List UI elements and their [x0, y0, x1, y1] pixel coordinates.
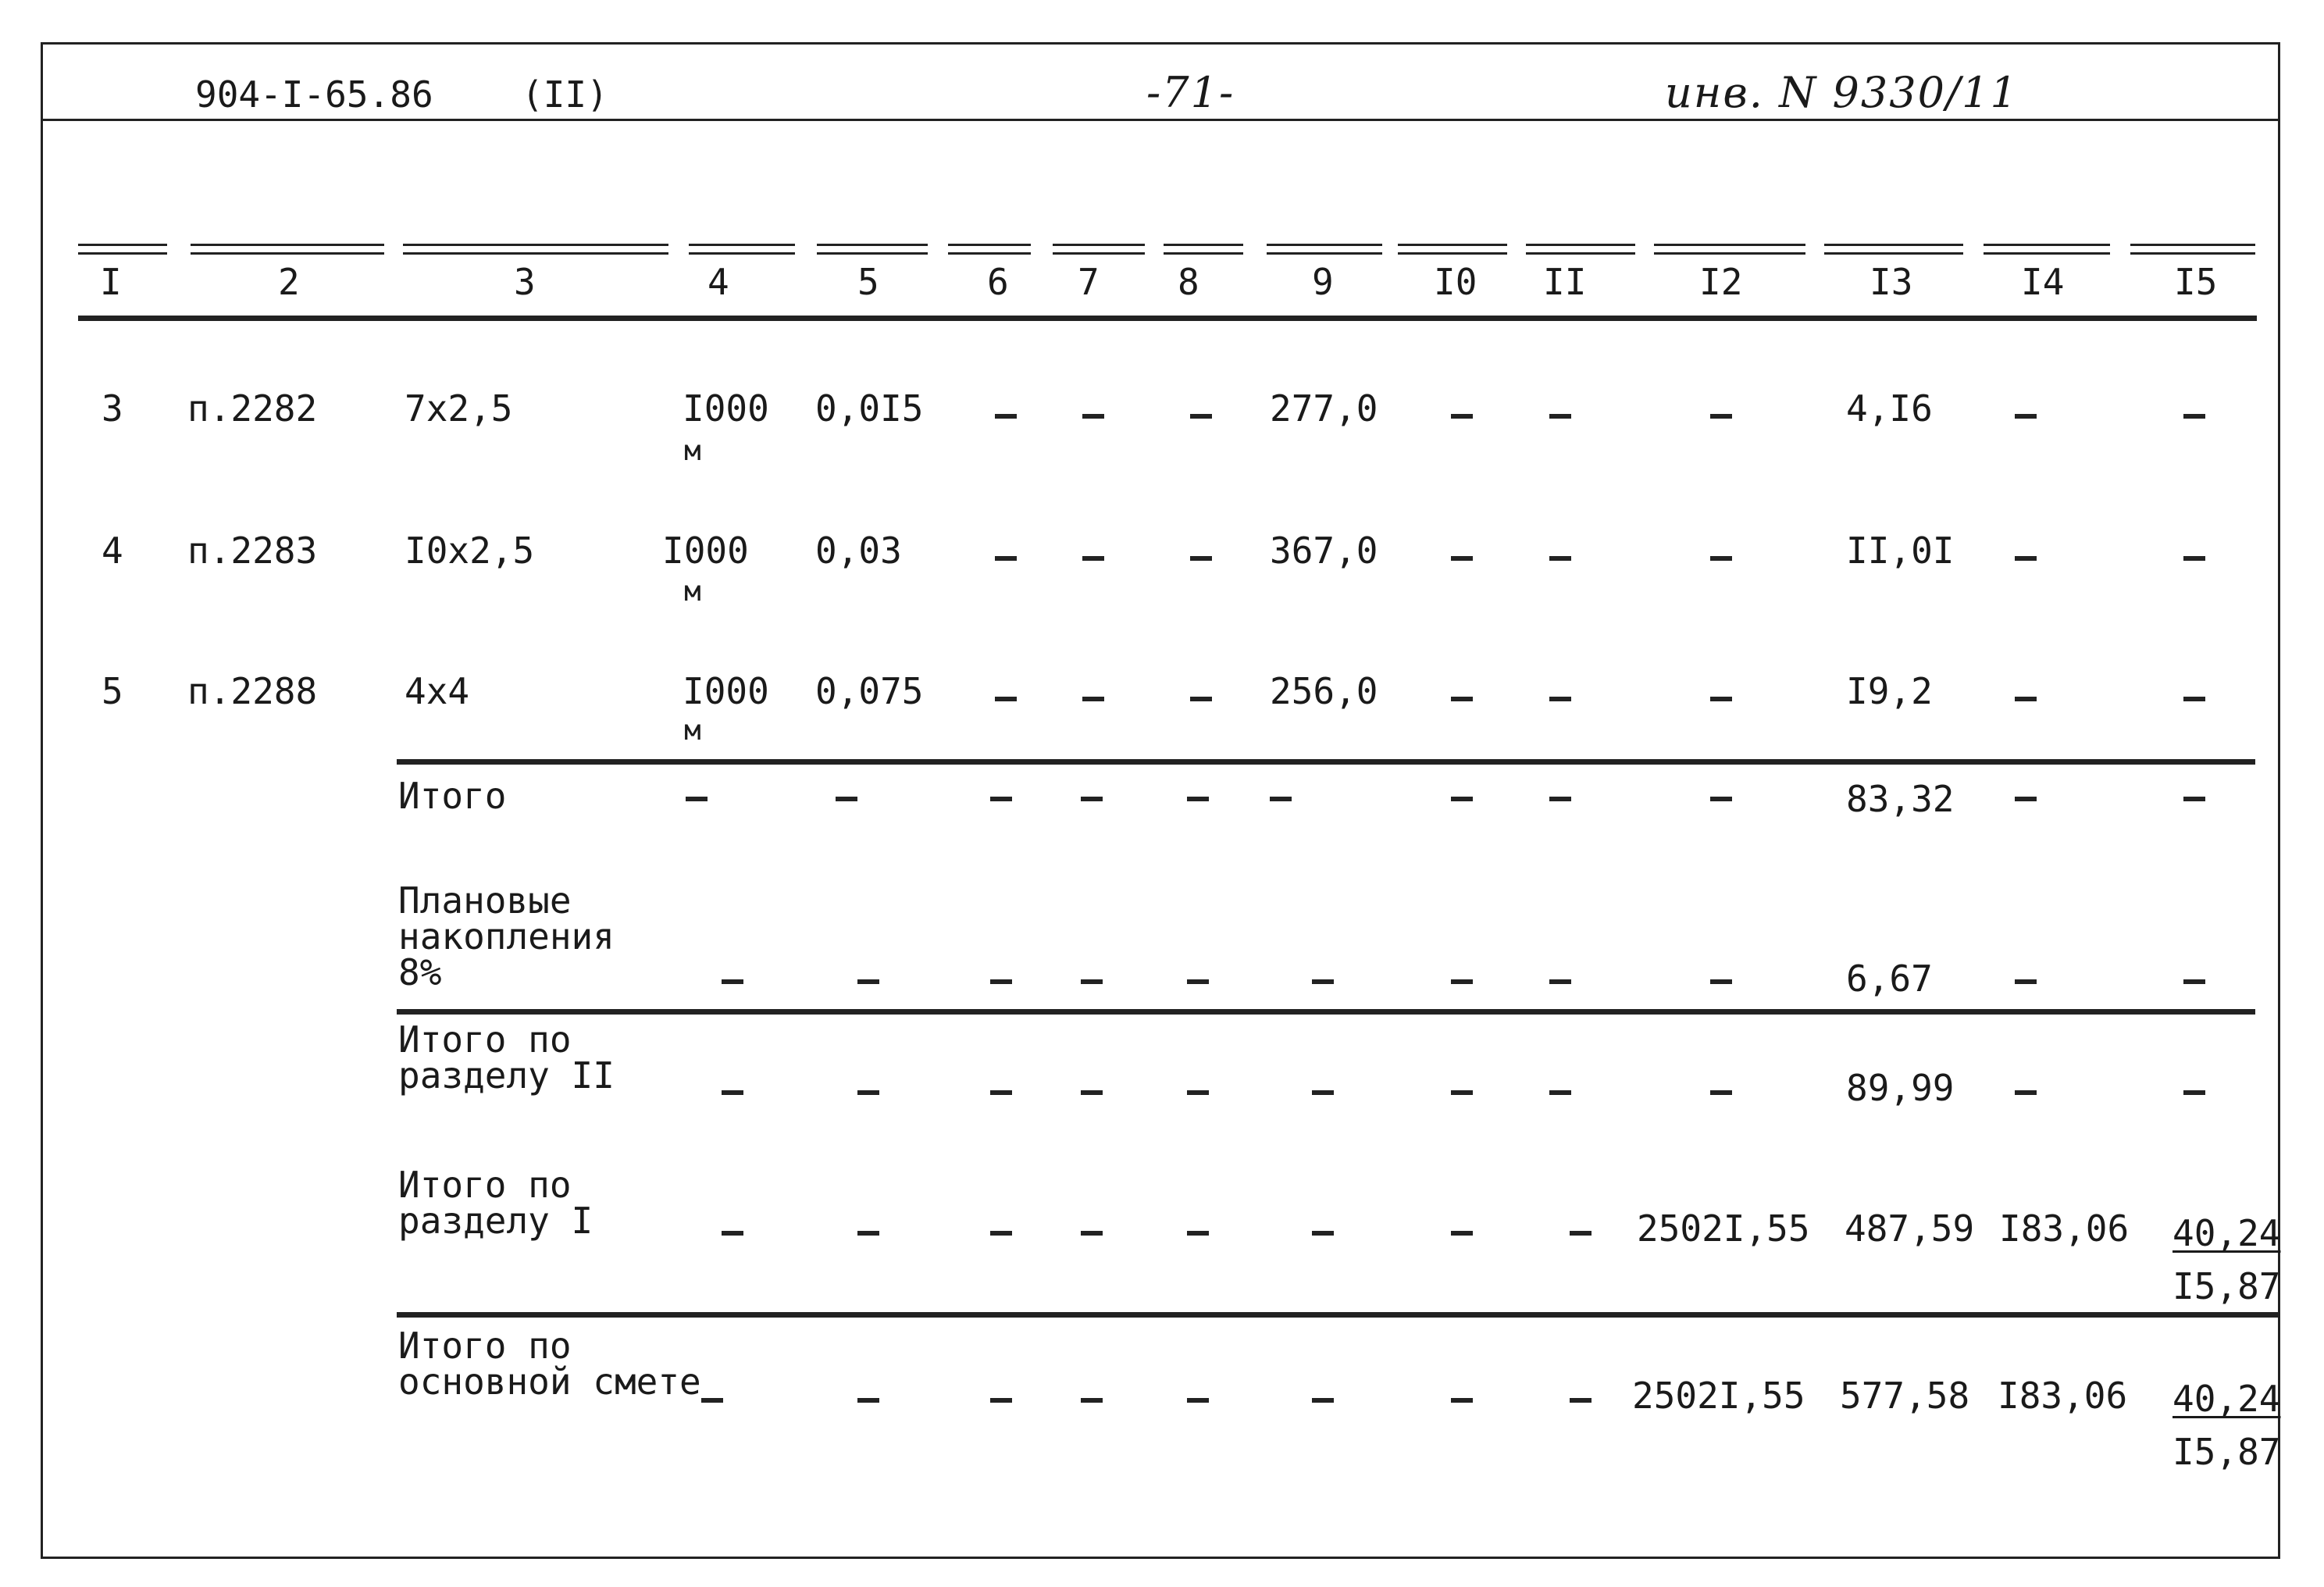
header-double-rule — [403, 244, 668, 255]
row-unit: I000 — [683, 670, 769, 712]
empty-cell-dash — [857, 1090, 879, 1095]
row-number: 5 — [102, 670, 123, 712]
row-qty: 0,0I5 — [815, 387, 924, 430]
row-code: п.2288 — [187, 670, 318, 712]
row-number: 4 — [102, 530, 123, 572]
empty-cell-dash — [1710, 797, 1732, 801]
empty-cell-dash — [1312, 979, 1334, 984]
col-header-8: 8 — [1178, 261, 1199, 303]
empty-cell-dash — [1451, 1090, 1473, 1095]
col-header-3: 3 — [514, 261, 536, 303]
empty-cell-dash — [1190, 414, 1212, 419]
col-header-12: I2 — [1699, 261, 1743, 303]
page-number: -71- — [1146, 68, 1235, 117]
empty-cell-dash — [1451, 1398, 1473, 1403]
empty-cell-dash — [2015, 414, 2037, 419]
empty-cell-dash — [836, 797, 857, 801]
main-total-col15-bottom: I5,87 — [2173, 1431, 2281, 1473]
empty-cell-dash — [722, 979, 743, 984]
header-double-rule — [1984, 244, 2110, 255]
empty-cell-dash — [857, 979, 879, 984]
header-double-rule — [689, 244, 795, 255]
empty-cell-dash — [1190, 697, 1212, 701]
header-double-rule — [1398, 244, 1507, 255]
col-header-13: I3 — [1870, 261, 1913, 303]
header-double-rule — [1164, 244, 1243, 255]
row-col9: 256,0 — [1270, 670, 1378, 712]
empty-cell-dash — [1710, 556, 1732, 561]
empty-cell-dash — [1187, 1231, 1209, 1236]
empty-cell-dash — [1549, 979, 1571, 984]
empty-cell-dash — [995, 556, 1017, 561]
col-header-14: I4 — [2021, 261, 2065, 303]
empty-cell-dash — [1082, 556, 1104, 561]
empty-cell-dash — [2183, 556, 2205, 561]
empty-cell-dash — [1082, 697, 1104, 701]
subtotal-label: Итого — [398, 775, 507, 817]
header-bottom-rule — [78, 316, 2257, 321]
row-unit: I000 — [662, 530, 749, 572]
main-total-col14: I83,06 — [1998, 1375, 2128, 1417]
empty-cell-dash — [2015, 979, 2037, 984]
header-double-rule — [2130, 244, 2255, 255]
header-double-rule — [78, 244, 167, 255]
col-header-2: 2 — [278, 261, 300, 303]
empty-cell-dash — [1549, 556, 1571, 561]
col-header-7: 7 — [1078, 261, 1100, 303]
empty-cell-dash — [1451, 697, 1473, 701]
empty-cell-dash — [722, 1090, 743, 1095]
empty-cell-dash — [2015, 556, 2037, 561]
row-col9: 367,0 — [1270, 530, 1378, 572]
empty-cell-dash — [1187, 1090, 1209, 1095]
empty-cell-dash — [1312, 1231, 1334, 1236]
empty-cell-dash — [990, 797, 1012, 801]
empty-cell-dash — [1451, 979, 1473, 984]
header-double-rule — [948, 244, 1031, 255]
empty-cell-dash — [1187, 979, 1209, 984]
inventory-number: инв. N 9330/11 — [1665, 68, 2019, 117]
col-header-1: I — [100, 261, 122, 303]
empty-cell-dash — [995, 697, 1017, 701]
empty-cell-dash — [2015, 697, 2037, 701]
section1-col14: I83,06 — [1999, 1207, 2130, 1250]
section2-col13: 89,99 — [1846, 1067, 1955, 1109]
header-divider — [41, 119, 2280, 121]
row-col13: I9,2 — [1846, 670, 1933, 712]
empty-cell-dash — [1710, 1090, 1732, 1095]
section1-col15-top: 40,24 — [2173, 1212, 2281, 1254]
section-label: (II) — [522, 73, 608, 116]
header-double-rule — [1267, 244, 1382, 255]
main-total-col15-top: 40,24 — [2173, 1378, 2281, 1420]
row-col13: II,0I — [1846, 530, 1955, 572]
empty-cell-dash — [990, 1090, 1012, 1095]
main-total-col13: 577,58 — [1840, 1375, 1970, 1417]
section1-col13: 487,59 — [1845, 1207, 1975, 1250]
empty-cell-dash — [995, 414, 1017, 419]
empty-cell-dash — [2183, 697, 2205, 701]
empty-cell-dash — [1081, 1231, 1103, 1236]
row-name: 7х2,5 — [405, 387, 513, 430]
row-name: 4х4 — [405, 670, 470, 712]
col-header-11: II — [1543, 261, 1587, 303]
empty-cell-dash — [2015, 797, 2037, 801]
subtotal-rule — [397, 759, 2255, 765]
empty-cell-dash — [990, 1231, 1012, 1236]
empty-cell-dash — [686, 797, 708, 801]
subtotal-col13: 83,32 — [1846, 778, 1955, 820]
col-header-4: 4 — [708, 261, 729, 303]
row-unit-suffix: м — [684, 715, 701, 747]
section2-rule — [397, 1009, 2255, 1015]
section1-col15-bottom: I5,87 — [2173, 1265, 2281, 1307]
col-header-15: I5 — [2174, 261, 2218, 303]
empty-cell-dash — [857, 1398, 879, 1403]
empty-cell-dash — [990, 1398, 1012, 1403]
row-unit-suffix: м — [684, 435, 701, 467]
empty-cell-dash — [1710, 414, 1732, 419]
col-header-10: I0 — [1434, 261, 1477, 303]
empty-cell-dash — [1549, 797, 1571, 801]
row-unit-suffix: м — [684, 576, 701, 608]
empty-cell-dash — [1451, 1231, 1473, 1236]
row-name: I0х2,5 — [405, 530, 535, 572]
empty-cell-dash — [2015, 1090, 2037, 1095]
row-col9: 277,0 — [1270, 387, 1378, 430]
section2-label: Итого по разделу II — [398, 1018, 615, 1097]
empty-cell-dash — [2183, 979, 2205, 984]
empty-cell-dash — [722, 1231, 743, 1236]
row-qty: 0,03 — [815, 530, 902, 572]
empty-cell-dash — [990, 979, 1012, 984]
empty-cell-dash — [1081, 979, 1103, 984]
empty-cell-dash — [1187, 797, 1209, 801]
main-total-rule — [397, 1312, 2279, 1318]
empty-cell-dash — [1187, 1398, 1209, 1403]
header-double-rule — [1654, 244, 1805, 255]
header-double-rule — [191, 244, 384, 255]
header-double-rule — [817, 244, 928, 255]
empty-cell-dash — [1451, 556, 1473, 561]
col-header-6: 6 — [987, 261, 1009, 303]
empty-cell-dash — [1312, 1090, 1334, 1095]
empty-cell-dash — [701, 1398, 723, 1403]
empty-cell-dash — [1081, 1090, 1103, 1095]
row-code: п.2282 — [187, 387, 318, 430]
row-number: 3 — [102, 387, 123, 430]
empty-cell-dash — [857, 1231, 879, 1236]
header-double-rule — [1053, 244, 1145, 255]
empty-cell-dash — [1710, 697, 1732, 701]
empty-cell-dash — [1081, 797, 1103, 801]
header-double-rule — [1526, 244, 1635, 255]
row-col13: 4,I6 — [1846, 387, 1933, 430]
main-total-label: Итого по основной смете — [398, 1325, 701, 1403]
empty-cell-dash — [1312, 1398, 1334, 1403]
empty-cell-dash — [2183, 797, 2205, 801]
planned-col13: 6,67 — [1846, 958, 1933, 1000]
empty-cell-dash — [1190, 556, 1212, 561]
empty-cell-dash — [1451, 414, 1473, 419]
section1-label: Итого по разделу I — [398, 1164, 593, 1242]
header-double-rule — [1824, 244, 1963, 255]
empty-cell-dash — [2183, 414, 2205, 419]
empty-cell-dash — [1549, 414, 1571, 419]
col-header-9: 9 — [1312, 261, 1334, 303]
col-header-5: 5 — [857, 261, 879, 303]
empty-cell-dash — [1710, 979, 1732, 984]
empty-cell-dash — [2183, 1090, 2205, 1095]
main-total-col12: 2502I,55 — [1632, 1375, 1805, 1417]
empty-cell-dash — [1549, 1090, 1571, 1095]
doc-code: 904-I-65.86 — [195, 73, 433, 116]
row-qty: 0,075 — [815, 670, 924, 712]
section1-col12: 2502I,55 — [1637, 1207, 1810, 1250]
row-unit: I000 — [683, 387, 769, 430]
empty-cell-dash — [1082, 414, 1104, 419]
planned-label: Плановые накопления 8% — [398, 879, 615, 993]
row-code: п.2283 — [187, 530, 318, 572]
empty-cell-dash — [1570, 1398, 1592, 1403]
empty-cell-dash — [1549, 697, 1571, 701]
empty-cell-dash — [1270, 797, 1292, 801]
empty-cell-dash — [1570, 1231, 1592, 1236]
empty-cell-dash — [1451, 797, 1473, 801]
empty-cell-dash — [1081, 1398, 1103, 1403]
